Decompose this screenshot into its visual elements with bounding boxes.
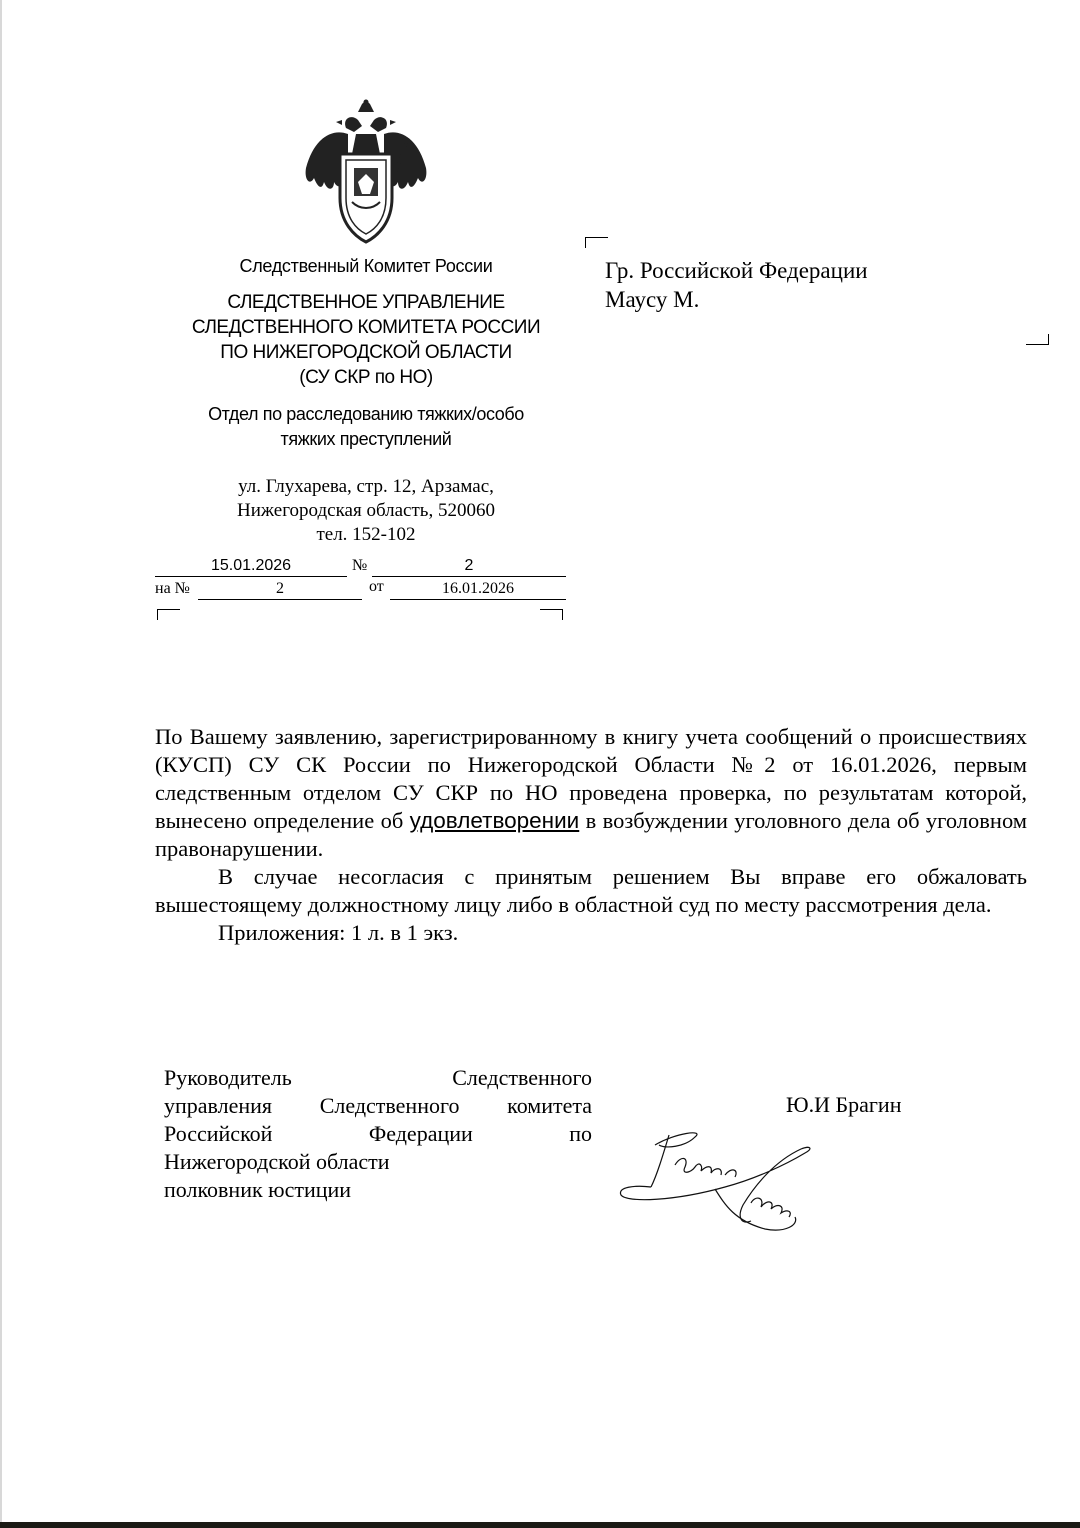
department-title-line: СЛЕДСТВЕННОГО КОМИТЕТА РОССИИ [191,317,541,338]
signer-name: Ю.И Брагин [786,1092,902,1117]
address-line: тел. 152-102 [316,524,416,545]
attachments-line: Приложения: 1 л. в 1 экз. [218,920,459,945]
reference-prefix: на № [155,580,190,597]
department-title-line: ПО НИЖЕГОРОДСКОЙ ОБЛАСТИ [220,342,512,363]
outgoing-number: 2 [372,556,566,577]
corner-mark [540,609,563,620]
address-line: Нижегородская область, 520060 [237,500,495,521]
handwritten-signature [615,1125,820,1235]
organization-name: Следственный Комитет России [239,256,493,276]
coat-of-arms-emblem [302,98,430,248]
body-paragraph [155,723,1027,863]
body-paragraph: В случае несогласия с принятым решением Вы вправе его обжаловать вышестоящему должностному лицу либо в областной суд по месту рассмотрения дела. [155,864,1027,917]
reference-from: от [369,578,384,595]
corner-mark [1026,334,1049,345]
division-line: Отдел по расследованию тяжких/особо [208,404,524,424]
outgoing-date: 15.01.2026 [155,556,347,577]
number-sign: № [352,557,368,574]
addressee-line: Маусу М. [605,287,700,312]
position-line: управления Следственного комитета [164,1093,592,1118]
department-title-line: СЛЕДСТВЕННОЕ УПРАВЛЕНИЕ [227,292,505,313]
corner-mark [157,609,180,620]
address-line: ул. Глухарева, стр. 12, Арзамас, [238,476,494,497]
department-title-line: (СУ СКР по НО) [299,367,433,388]
addressee [605,256,868,314]
body-text: По Вашему заявлению, зарегистрированному в книгу учета сообщений о происшествиях (КУСП) СУ СК России по Нижегородской Области №2 от 16.01.2026, первым следственным отделом СУ СКР по НО проведена проверка, по результатам которой, вынесено определение об [155,724,1027,833]
addressee-line: Гр. Российской Федерации [605,258,868,283]
page-edge [0,0,2,1522]
position-line: Российской Федерации по [164,1121,592,1146]
letter-body [155,723,1027,947]
position-line: Руководитель Следственного [164,1065,592,1090]
reference-date: 16.01.2026 [390,579,566,600]
underlined-word: удовлетворении [409,808,580,833]
department-title [150,290,582,390]
division-name [150,402,582,452]
corner-mark [585,237,608,248]
page-bottom-bar [0,1522,1080,1528]
position-line: Нижегородской области [164,1149,390,1174]
division-line: тяжких преступлений [280,429,452,449]
sender-address [150,475,582,547]
signatory-position [164,1064,592,1204]
reference-number: 2 [198,579,362,600]
position-line: полковник юстиции [164,1177,352,1202]
body-text: в возбуждении уголовного дела об уголовном правонарушении. [155,808,1028,861]
